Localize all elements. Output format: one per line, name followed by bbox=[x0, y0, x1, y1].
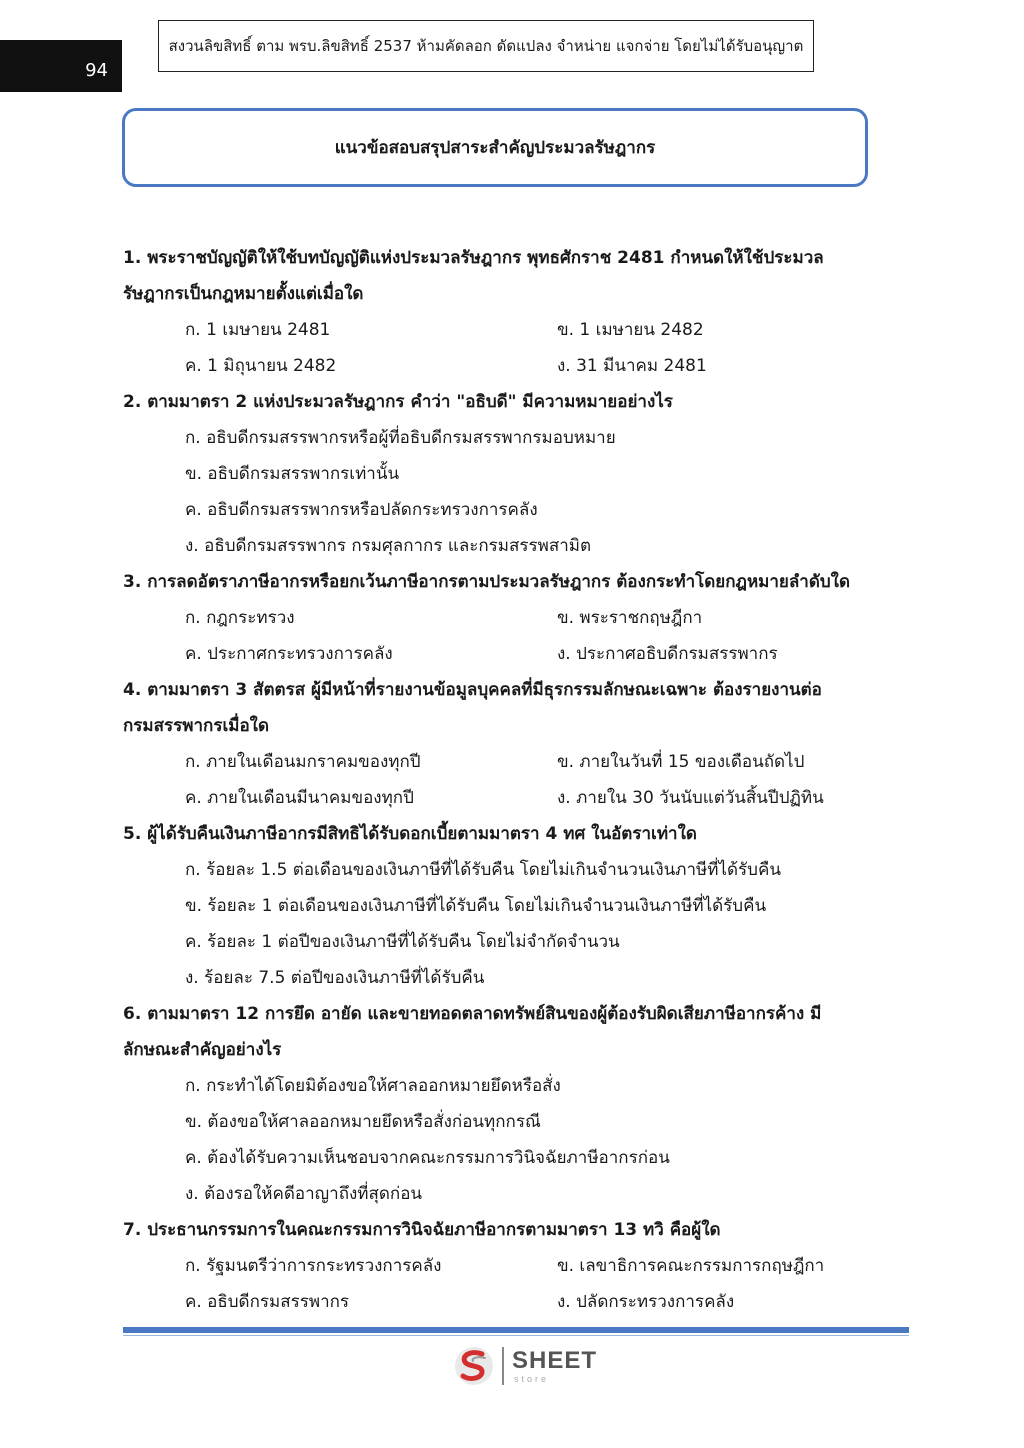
option: ง. 31 มีนาคม 2481 bbox=[557, 356, 707, 376]
option: ข. ต้องขอให้ศาลออกหมายยึดหรือสั่งก่อนทุกกรณี bbox=[185, 1112, 541, 1132]
logo-divider bbox=[502, 1347, 504, 1385]
question-1 bbox=[123, 240, 883, 384]
section-title-box bbox=[122, 108, 868, 187]
question-text: ลักษณะสำคัญอย่างไร bbox=[123, 1040, 282, 1060]
option-row bbox=[123, 1248, 883, 1284]
sheet-store-logo bbox=[452, 1344, 597, 1388]
copyright-notice bbox=[158, 20, 814, 72]
question-6 bbox=[123, 996, 883, 1212]
option: ค. ร้อยละ 1 ต่อปีของเงินภาษีที่ได้รับคืน โดยไม่จำกัดจำนวน bbox=[185, 932, 620, 952]
option: ค. ประกาศกระทรวงการคลัง bbox=[185, 644, 393, 664]
option: ข. เลขาธิการคณะกรรมการกฤษฎีกา bbox=[557, 1256, 825, 1276]
option: ข. ภายในวันที่ 15 ของเดือนถัดไป bbox=[557, 752, 805, 772]
option: ค. 1 มิถุนายน 2482 bbox=[185, 356, 337, 376]
question-text: 3. การลดอัตราภาษีอากรหรือยกเว้นภาษีอากรตามประมวลรัษฎากร ต้องกระทำโดยกฎหมายลำดับใด bbox=[123, 572, 851, 592]
option-row bbox=[123, 348, 883, 384]
option-row bbox=[123, 600, 883, 636]
option: ง. ต้องรอให้คดีอาญาถึงที่สุดก่อน bbox=[185, 1184, 423, 1204]
option-row bbox=[123, 636, 883, 672]
questions-list bbox=[123, 240, 883, 1320]
option: ก. กฎกระทรวง bbox=[185, 608, 295, 628]
question-4 bbox=[123, 672, 883, 816]
question-text: 1. พระราชบัญญัติให้ใช้บทบัญญัติแห่งประมวลรัษฎากร พุทธศักราช 2481 กำหนดให้ใช้ประมวล bbox=[123, 248, 824, 268]
option: ก. ร้อยละ 1.5 ต่อเดือนของเงินภาษีที่ได้รับคืน โดยไม่เกินจำนวนเงินภาษีที่ได้รับคืน bbox=[185, 860, 781, 880]
option: ก. 1 เมษายน 2481 bbox=[185, 320, 331, 340]
logo-text bbox=[512, 1348, 597, 1384]
option: ก. รัฐมนตรีว่าการกระทรวงการคลัง bbox=[185, 1256, 442, 1276]
option: ข. พระราชกฤษฎีกา bbox=[557, 608, 703, 628]
option: ข. อธิบดีกรมสรรพากรเท่านั้น bbox=[185, 464, 400, 484]
option: ก. อธิบดีกรมสรรพากรหรือผู้ที่อธิบดีกรมสรรพากรมอบหมาย bbox=[185, 428, 616, 448]
option: ข. ร้อยละ 1 ต่อเดือนของเงินภาษีที่ได้รับคืน โดยไม่เกินจำนวนเงินภาษีที่ได้รับคืน bbox=[185, 896, 767, 916]
question-3 bbox=[123, 564, 883, 672]
question-text: 6. ตามมาตรา 12 การยึด อายัด และขายทอดตลาดทรัพย์สินของผู้ต้องรับผิดเสียภาษีอากรค้าง มี bbox=[123, 1004, 822, 1024]
option: ง. ประกาศอธิบดีกรมสรรพากร bbox=[557, 644, 778, 664]
logo-sub-text: store bbox=[514, 1374, 550, 1384]
option-row bbox=[123, 744, 883, 780]
page-number-block bbox=[0, 40, 122, 92]
option: ข. 1 เมษายน 2482 bbox=[557, 320, 704, 340]
section-title: แนวข้อสอบสรุปสาระสำคัญประมวลรัษฎากร bbox=[334, 138, 656, 158]
question-text: 2. ตามมาตรา 2 แห่งประมวลรัษฎากร คำว่า "อธิบดี" มีความหมายอย่างไร bbox=[123, 392, 673, 412]
option: ค. ต้องได้รับความเห็นชอบจากคณะกรรมการวินิจฉัยภาษีอากรก่อน bbox=[185, 1148, 670, 1168]
sheet-logo-icon bbox=[452, 1344, 496, 1388]
question-text: กรมสรรพากรเมื่อใด bbox=[123, 716, 270, 736]
logo-main-text: SHEET bbox=[512, 1347, 598, 1374]
question-7 bbox=[123, 1212, 883, 1320]
option: ง. ภายใน 30 วันนับแต่วันสิ้นปีปฏิทิน bbox=[557, 788, 824, 808]
page-number: 94 bbox=[85, 60, 108, 81]
question-text: รัษฎากรเป็นกฎหมายตั้งแต่เมื่อใด bbox=[123, 284, 364, 304]
option-row bbox=[123, 1284, 883, 1320]
option: ง. ปลัดกระทรวงการคลัง bbox=[557, 1292, 735, 1312]
question-5 bbox=[123, 816, 883, 996]
option: ค. ภายในเดือนมีนาคมของทุกปี bbox=[185, 788, 414, 808]
option: ค. อธิบดีกรมสรรพากร bbox=[185, 1292, 350, 1312]
copyright-text: สงวนลิขสิทธิ์ ตาม พรบ.ลิขสิทธิ์ 2537 ห้ามคัดลอก ดัดแปลง จำหน่าย แจกจ่าย โดยไม่ได้รับอนุญาต bbox=[168, 37, 804, 55]
option: ก. กระทำได้โดยมิต้องขอให้ศาลออกหมายยึดหรือสั่ง bbox=[185, 1076, 561, 1096]
option: ง. อธิบดีกรมสรรพากร กรมศุลกากร และกรมสรรพสามิต bbox=[185, 536, 592, 556]
option-row bbox=[123, 780, 883, 816]
footer-divider bbox=[123, 1327, 909, 1333]
option-row bbox=[123, 312, 883, 348]
option: ค. อธิบดีกรมสรรพากรหรือปลัดกระทรวงการคลัง bbox=[185, 500, 538, 520]
question-text: 4. ตามมาตรา 3 สัตตรส ผู้มีหน้าที่รายงานข้อมูลบุคคลที่มีธุรกรรมลักษณะเฉพาะ ต้องรายงานต่อ bbox=[123, 680, 822, 700]
question-2 bbox=[123, 384, 883, 564]
question-text: 7. ประธานกรรมการในคณะกรรมการวินิจฉัยภาษีอากรตามมาตรา 13 ทวิ คือผู้ใด bbox=[123, 1220, 721, 1240]
question-text: 5. ผู้ได้รับคืนเงินภาษีอากรมีสิทธิได้รับดอกเบี้ยตามมาตรา 4 ทศ ในอัตราเท่าใด bbox=[123, 824, 697, 844]
option: ง. ร้อยละ 7.5 ต่อปีของเงินภาษีที่ได้รับคืน bbox=[185, 968, 485, 988]
option: ก. ภายในเดือนมกราคมของทุกปี bbox=[185, 752, 421, 772]
